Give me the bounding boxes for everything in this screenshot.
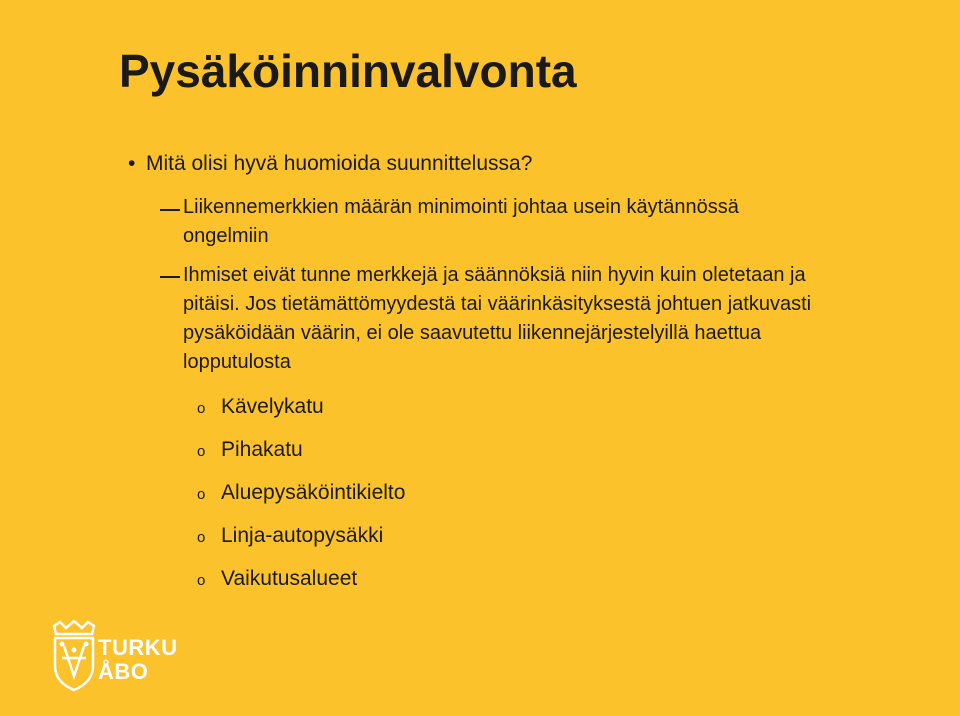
bullet-level3-item: [197, 479, 405, 509]
slide-title: Pysäköinninvalvonta: [119, 45, 577, 97]
bullet-level3-item: [197, 565, 357, 595]
turku-coat-of-arms-icon: [50, 620, 98, 692]
circle-bullet-icon: o: [197, 443, 206, 460]
bullet-level3-text: Aluepysäköintikielto: [221, 481, 406, 504]
logo-line-turku: TURKU: [98, 635, 178, 660]
bullet-level3-text: Linja-autopysäkki: [221, 524, 384, 547]
logo-wordmark: [98, 636, 178, 684]
bullet-level3-item: [197, 393, 324, 423]
dash-marker: [160, 209, 180, 211]
bullet-level3-item: [197, 436, 303, 466]
bullet-level2-item: Ihmiset eivät tunne merkkejä ja säännöksiä niin hyvin kuin oletetaan ja pitäisi. Jos tietämättömyydestä tai väärinkäsityksestä johtuen jatkuvasti pysäköidään väärin, ei ole saavutettu liikennejärjestelyillä haettua lopputulosta: [183, 264, 812, 373]
logo-line-abo: ÅBO: [98, 659, 149, 684]
circle-bullet-icon: o: [197, 486, 206, 503]
dash-marker: [160, 276, 180, 278]
bullet-level3-text: Pihakatu: [221, 438, 303, 461]
bullet-level1-text: Mitä olisi hyvä huomioida suunnittelussa?: [146, 152, 533, 175]
bullet-level3-item: [197, 522, 383, 552]
circle-bullet-icon: o: [197, 572, 206, 589]
bullet-level1: [128, 150, 532, 178]
bullet-marker: •: [128, 152, 136, 175]
bullet-level3-text: Kävelykatu: [221, 395, 324, 418]
bullet-level2-item: Liikennemerkkien määrän minimointi johtaa usein käytännössä ongelmiin: [183, 196, 739, 247]
bullet-level3-text: Vaikutusalueet: [221, 567, 358, 590]
circle-bullet-icon: o: [197, 529, 206, 546]
circle-bullet-icon: o: [197, 400, 206, 417]
